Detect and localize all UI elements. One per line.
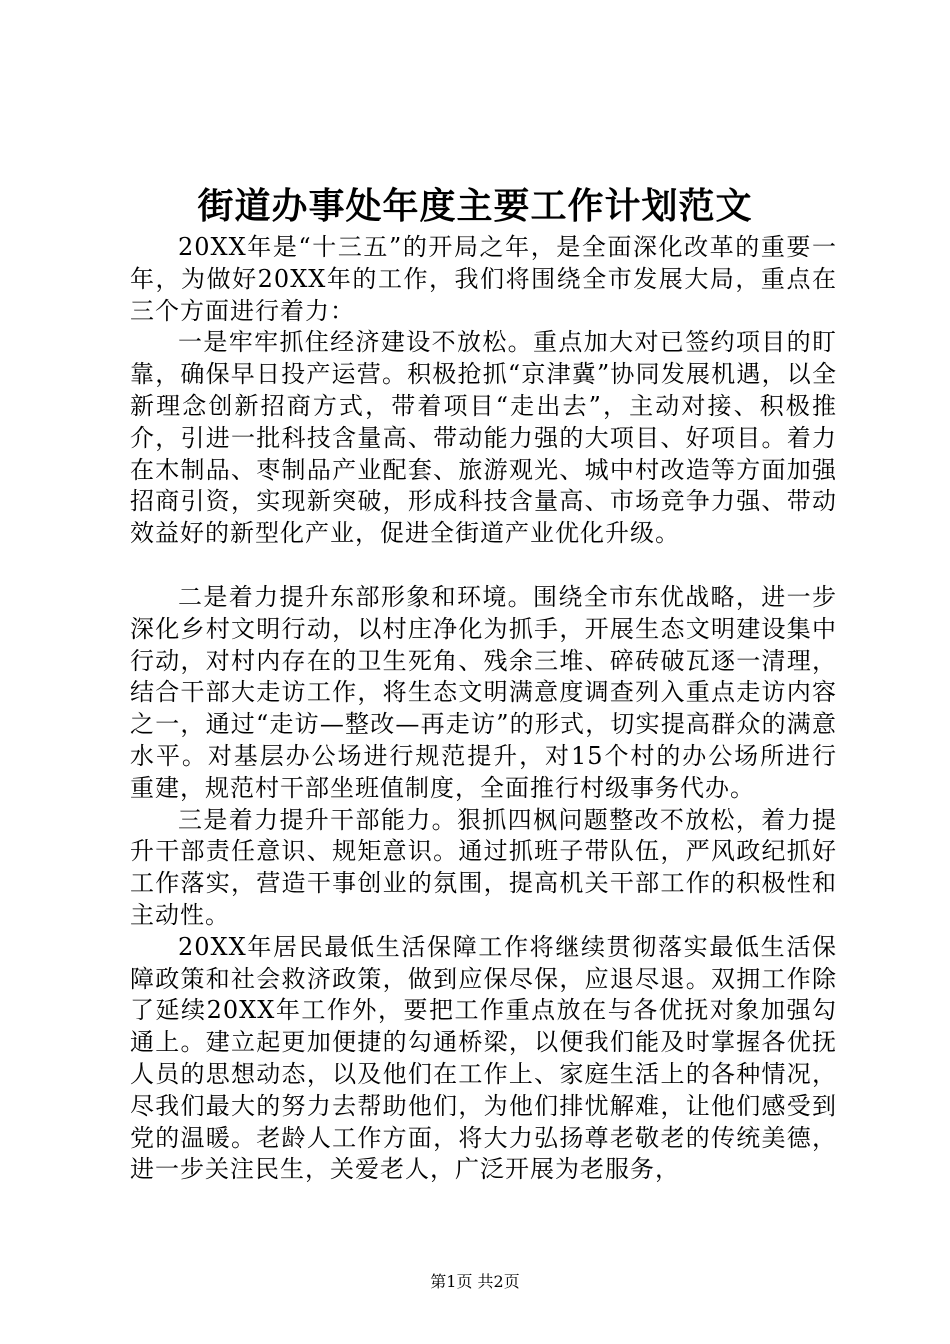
paragraph-cadre-ability: 三是着力提升干部能力。狠抓四枫问题整改不放松，着力提升干部责任意识、规矩意识。通过抓班子带队伍，严风政纪抓好工作落实，营造干事创业的氛围，提高机关干部工作的积极性和主动性。 <box>130 805 837 929</box>
paragraph-environment: 二是着力提升东部形象和环境。围绕全市东优战略，进一步深化乡村文明行动，以村庄净化为抓手，开展生态文明建设集中行动，对村内存在的卫生死角、残余三堆、碎砖破瓦逐一清理，结合干部大走访工作，将生态文明满意度调查列入重点走访内容之一，通过“走访—整改—再走访”的形式，切实提高群众的满意水平。对基层办公场进行规范提升，对15个村的办公场所进行重建，规范村干部坐班值制度，全面推行村级事务代办。 <box>130 582 837 802</box>
paragraph-spacer <box>130 550 837 582</box>
paragraph-intro: 20XX年是“十三五”的开局之年，是全面深化改革的重要一年，为做好20XX年的工作，我们将围绕全市发展大局，重点在三个方面进行着力： <box>130 233 837 325</box>
page-number-footer: 第1页 共2页 <box>430 1272 520 1291</box>
document-body <box>130 232 837 1186</box>
paragraph-social-security: 20XX年居民最低生活保障工作将继续贯彻落实最低生活保障政策和社会救济政策，做到应保尽保，应退尽退。双拥工作除了延续20XX年工作外，要把工作重点放在与各优抚对象加强勾通上。建立起更加便捷的勾通桥梁，以便我们能及时掌握各优抚人员的思想动态，以及他们在工作上、家庭生活上的各种情况，尽我们最大的努力去帮助他们，为他们排忧解难，让他们感受到党的温暖。老龄人工作方面，将大力弘扬尊老敬老的传统美德，进一步关注民生，关爱老人，广泛开展为老服务， <box>130 932 837 1184</box>
document-title: 街道办事处年度主要工作计划范文 <box>197 185 753 227</box>
paragraph-economy: 一是牢牢抓住经济建设不放松。重点加大对已签约项目的盯靠，确保早日投产运营。积极抢抓“京津冀”协同发展机遇，以全新理念创新招商方式，带着项目“走出去”，主动对接、积极推介，引进一批科技含量高、带动能力强的大项目、好项目。着力在木制品、枣制品产业配套、旅游观光、城中村改造等方面加强招商引资，实现新突破，形成科技含量高、市场竞争力强、带动效益好的新型化产业，促进全街道产业优化升级。 <box>130 328 837 548</box>
